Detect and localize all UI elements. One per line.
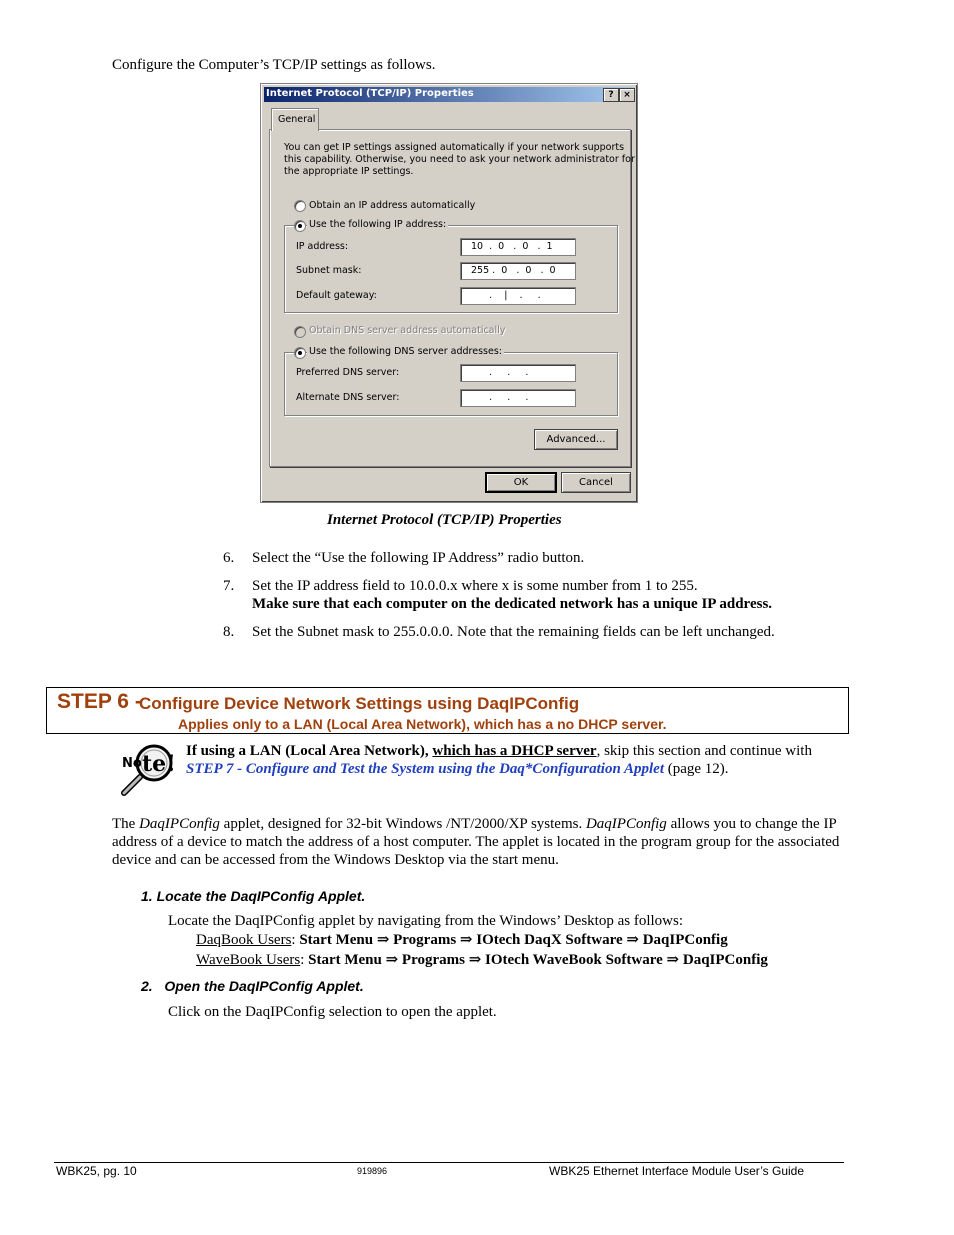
- cancel-button[interactable]: Cancel: [561, 472, 631, 493]
- tab-general[interactable]: [271, 108, 319, 131]
- unique-ip-warning: Make sure that each computer on the dedicated network has a unique IP address.: [252, 596, 773, 612]
- locate-applet-text: Locate the DaqIPConfig applet by navigating from the Windows’ Desktop as follows:: [168, 913, 683, 929]
- tcpip-properties-dialog: [260, 83, 638, 503]
- step6-subtitle: Applies only to a LAN (Local Area Network), which has a no DHCP server.: [178, 716, 667, 732]
- alternate-dns-label: Alternate DNS server:: [296, 392, 400, 403]
- description-line-1: You can get IP settings assigned automatically if your network supports: [284, 142, 625, 153]
- description-line-3: the appropriate IP settings.: [284, 166, 414, 177]
- dialog-title: Internet Protocol (TCP/IP) Properties: [266, 88, 474, 99]
- daqipconfig-paragraph: The DaqIPConfig applet, designed for 32-bit Windows /NT/2000/XP systems. DaqIPConfig allows you to change the IP address of a device to match the address of a host computer. The applet is located in the program group for the associated device and can be accessed from the Windows Desktop via the start menu.: [112, 816, 840, 868]
- advanced-button[interactable]: Advanced...: [534, 429, 618, 450]
- svg-text:te!: te!: [142, 751, 176, 777]
- tab-general-label: General: [278, 114, 316, 125]
- ip-address-field[interactable]: 10 . 0 . 0 . 1: [460, 238, 576, 256]
- help-button[interactable]: ?: [603, 88, 619, 102]
- note-magnifier-icon: [118, 741, 178, 797]
- step6-prefix: STEP 6 -: [57, 690, 142, 713]
- radio-use-dns-label: Use the following DNS server addresses:: [309, 346, 502, 357]
- default-gateway-field[interactable]: . | . .: [460, 287, 576, 305]
- subnet-mask-field[interactable]: 255 . 0 . 0 . 0: [460, 262, 576, 280]
- figure-caption: Internet Protocol (TCP/IP) Properties: [327, 512, 562, 528]
- subnet-mask-label: Subnet mask:: [296, 265, 362, 276]
- radio-obtain-ip-auto[interactable]: [294, 200, 306, 212]
- open-applet-text: Click on the DaqIPConfig selection to open the applet.: [168, 1004, 497, 1020]
- footer-docnum: 919896: [357, 1166, 388, 1176]
- step7-link[interactable]: STEP 7 - Configure and Test the System using the Daq*Configuration Applet: [186, 761, 664, 777]
- preferred-dns-label: Preferred DNS server:: [296, 367, 400, 378]
- daqbook-path: DaqBook Users: Start Menu ⇒ Programs ⇒ IOtech DaqX Software ⇒ DaqIPConfig: [196, 932, 728, 948]
- wavebook-path: WaveBook Users: Start Menu ⇒ Programs ⇒ IOtech WaveBook Software ⇒ DaqIPConfig: [196, 952, 768, 968]
- open-applet-heading: 2. Open the DaqIPConfig Applet.: [141, 978, 364, 994]
- step-item-8: 8. Set the Subnet mask to 255.0.0.0. Note that the remaining fields can be left unchanged.: [223, 624, 775, 640]
- footer-rule: [54, 1162, 844, 1163]
- alternate-dns-field[interactable]: . . .: [460, 389, 576, 407]
- dialog-titlebar: [264, 87, 634, 102]
- radio-obtain-dns-auto[interactable]: [294, 326, 306, 338]
- radio-obtain-dns-auto-label: Obtain DNS server address automatically: [309, 325, 506, 336]
- close-button[interactable]: ×: [619, 88, 635, 102]
- footer-page: WBK25, pg. 10: [56, 1164, 137, 1178]
- step-item-6: 6. Select the “Use the following IP Address” radio button.: [223, 550, 585, 566]
- ip-address-label: IP address:: [296, 241, 349, 252]
- radio-use-ip-label: Use the following IP address:: [309, 219, 447, 230]
- svg-text:No: No: [122, 756, 142, 771]
- locate-applet-heading: 1. Locate the DaqIPConfig Applet.: [141, 888, 366, 904]
- preferred-dns-field[interactable]: . . .: [460, 364, 576, 382]
- step-item-7: 7. Set the IP address field to 10.0.0.x where x is some number from 1 to 255. Make sure that each computer on the dedicated network has a unique IP address.: [223, 578, 773, 612]
- step6-title: Configure Device Network Settings using DaqIPConfig: [139, 694, 580, 713]
- general-panel: [269, 129, 635, 467]
- footer-title: WBK25 Ethernet Interface Module User’s Guide: [549, 1164, 805, 1178]
- ok-button[interactable]: OK: [485, 472, 557, 493]
- radio-use-ip[interactable]: [294, 220, 306, 232]
- step6-header: [46, 687, 849, 734]
- default-gateway-label: Default gateway:: [296, 290, 377, 301]
- radio-obtain-ip-auto-label: Obtain an IP address automatically: [309, 200, 476, 211]
- intro-text: Configure the Computer’s TCP/IP settings as follows.: [112, 57, 436, 73]
- note-text: If using a LAN (Local Area Network), which has a DHCP server, skip this section and continue with STEP 7 - Configure and Test the System using the Daq*Configuration Applet (page 12).: [186, 743, 812, 777]
- radio-use-dns[interactable]: [294, 347, 306, 359]
- description-line-2: this capability. Otherwise, you need to ask your network administrator for: [284, 154, 635, 165]
